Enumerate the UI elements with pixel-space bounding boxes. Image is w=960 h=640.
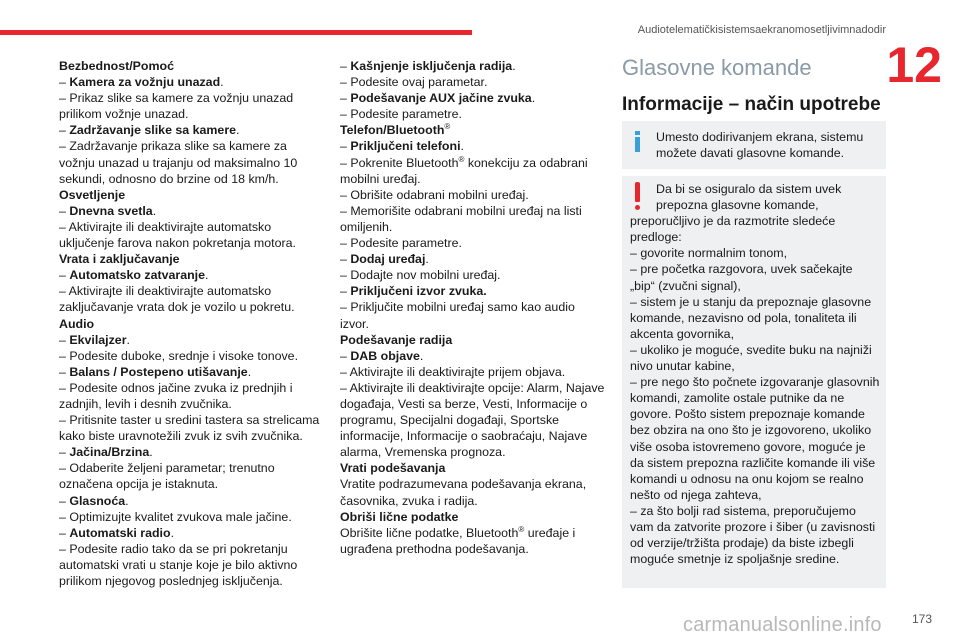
body-text: – Dodajte nov mobilni uređaj. — [340, 268, 501, 283]
info-text: Umesto dodirivanjem ekrana, sistemu možete davati glasovne komande. — [656, 130, 864, 161]
body-text: – — [59, 203, 70, 218]
body-text: . — [531, 91, 536, 106]
trademark-symbol: ® — [444, 122, 451, 132]
watermark: carmanualsonline.info — [683, 614, 882, 636]
heading-text: Telefon/Bluetooth — [340, 123, 445, 138]
text-line — [340, 138, 606, 154]
trademark-symbol: ® — [458, 154, 465, 164]
text-line — [59, 219, 321, 251]
text-line — [340, 476, 606, 508]
body-text: . — [247, 364, 252, 379]
option-name: Balans / Postepeno utišavanje — [69, 364, 248, 379]
body-text: – Podesite odnos jačine zvuka iz prednjih i zadnjih, levih i desnih zvučnika. — [59, 380, 293, 411]
text-line — [59, 444, 321, 460]
page-number: 173 — [911, 612, 932, 626]
body-text: – Prikaz slike sa kamere za vožnju unazad prilikom vožnje unazad. — [59, 91, 294, 122]
body-text: – Podesite duboke, srednje i visoke tonove. — [59, 348, 299, 363]
text-line — [340, 106, 606, 122]
body-text: – Obrišite odabrani mobilni uređaj. — [340, 187, 529, 202]
text-line — [340, 203, 606, 235]
text-column-left — [59, 58, 321, 589]
option-name: Priključeni telefoni — [350, 139, 461, 154]
info-icon — [634, 131, 642, 152]
body-text: uređaje i ugrađena prethodna podešavanja. — [340, 525, 576, 556]
body-text: – Pokrenite Bluetooth — [340, 155, 459, 170]
option-name: Dodaj uređaj — [350, 252, 426, 267]
text-line — [59, 74, 321, 90]
body-text: – — [59, 493, 70, 508]
text-line — [340, 348, 606, 364]
heading-text: Vrati podešavanja — [340, 461, 446, 476]
warning-line: – pre početka razgovora, uvek sačekajte „bip“ (zvučni signal), — [630, 262, 853, 293]
text-line — [59, 122, 321, 138]
body-text: – Podesite ovaj parametar. — [340, 75, 488, 90]
text-line — [340, 364, 606, 380]
heading-text: Audio — [59, 316, 95, 331]
text-line — [59, 493, 321, 509]
body-text: – — [59, 445, 70, 460]
body-text: . — [236, 123, 240, 138]
text-line — [340, 90, 606, 106]
body-text: . — [205, 268, 209, 283]
subsection-heading: Informacije – način upotrebe — [622, 94, 881, 115]
text-line — [59, 509, 321, 525]
warning-first-line: Da bi se osiguralo da sistem uvek prepozna glasovne komande, — [656, 182, 842, 213]
body-text: – Aktivirajte ili deaktivirajte prijem objava. — [340, 364, 566, 379]
body-text: konekciju za odabrani mobilni uređaj. — [340, 155, 588, 186]
warning-line: preporučljivo je da razmotrite sledeće predloge: — [630, 214, 836, 245]
text-line — [59, 187, 321, 203]
text-line — [59, 380, 321, 412]
option-name: Dnevna svetla — [69, 203, 153, 218]
heading-text: Vrata i zaključavanje — [59, 252, 180, 267]
text-column-middle — [340, 58, 606, 557]
text-line — [59, 90, 321, 122]
body-text: – — [59, 75, 70, 90]
text-line — [59, 364, 321, 380]
option-name: Priključeni izvor zvuka. — [350, 284, 487, 299]
text-line — [340, 155, 606, 187]
text-line — [59, 316, 321, 332]
warning-line: – za što bolji rad sistema, preporučujemo vam da zatvorite prozore i šiber (u zavisnosti od verzije/tržišta prodaje) da biste izbegli moguće smetnje iz spoljašnje sredine. — [630, 503, 876, 567]
body-text: . — [419, 348, 424, 363]
text-line — [340, 58, 606, 74]
text-line — [59, 138, 321, 186]
option-name: DAB objave — [350, 348, 420, 363]
body-text: . — [149, 445, 153, 460]
text-line — [59, 251, 321, 267]
body-text: – Priključite mobilni uređaj samo kao audio izvor. — [340, 300, 575, 331]
text-line — [340, 267, 606, 283]
body-text: – Aktivirajte ili deaktivirajte automatsko uključenje farova nakon pokretanja motora. — [59, 219, 296, 251]
body-text: – Zadržavanje prikaza slike sa kamere za vožnju unazad u trajanju od maksimalno 10 sekundi, odnosno do brzine od 18 km/h. — [59, 139, 298, 186]
body-text: . — [512, 59, 516, 73]
body-text: . — [125, 493, 129, 508]
chapter-number: 12 — [886, 37, 942, 93]
body-text: Obrišite lične podatke, Bluetooth — [340, 525, 519, 540]
text-line — [340, 299, 606, 331]
warning-box — [622, 176, 886, 588]
header-red-bar — [0, 30, 472, 35]
option-name: Ekvilajzer — [69, 332, 127, 347]
option-name: Automatsko zatvaranje — [69, 268, 205, 283]
body-text: – Podesite radio tako da se pri pokretanju automatski vrati u stanje koje je bilo aktivno prilikom njegovog poslednjeg isključenja. — [59, 541, 298, 588]
text-line — [340, 122, 606, 138]
text-line — [340, 235, 606, 251]
text-line — [59, 460, 321, 492]
heading-text: Podešavanje radija — [340, 332, 453, 347]
body-text: – Podesite parametre. — [340, 107, 462, 122]
option-name: Zadržavanje slike sa kamere — [69, 123, 237, 138]
body-text: . — [170, 525, 175, 540]
body-text: . — [152, 203, 157, 218]
body-text: – — [59, 525, 70, 540]
text-line — [59, 58, 321, 74]
text-line — [59, 525, 321, 541]
text-line — [340, 187, 606, 203]
body-text: – Aktivirajte ili deaktivirajte opcije: Alarm, Najave događaja, Vesti sa berze, Vesti, Informacije o programu, Specijalni događaji, Sportske informacije, Informacije o saobraćaju, Najave alarma, Vremenska prognoza. — [340, 380, 605, 460]
text-line — [59, 541, 321, 589]
body-text: – Pritisnite taster u sredini tastera sa strelicama kako biste uravnotežili zvuk iz svih zvučnika. — [59, 413, 320, 444]
body-text: – — [340, 139, 351, 154]
body-text: – — [340, 91, 351, 106]
body-text: Vratite podrazumevana podešavanja ekrana, časovnika, zvuka i radija. — [340, 477, 587, 508]
body-text: – — [340, 348, 351, 363]
section-heading: Glasovne komande — [622, 55, 812, 80]
option-name: Kamera za vožnju unazad — [69, 75, 221, 90]
text-line — [59, 267, 321, 283]
text-line — [59, 332, 321, 348]
body-text: – Aktivirajte ili deaktivirajte automatsko zaključavanje vrata dok je vozilo u pokretu. — [59, 284, 295, 315]
body-text: . — [126, 332, 130, 347]
text-line — [340, 283, 606, 299]
warning-line: – pre nego što počnete izgovaranje glasovnih komandi, zamolite ostale putnike da ne govore. Pošto sistem prepoznaje komande bez obzira na ono što je izgovoreno, ukoliko više osoba istovremeno govore, moguće je da sistem prepozna različite komande ili više komandi u odnosu na onu kojom se realno nešto od njega zahteva, — [630, 375, 880, 502]
warning-line: – ukoliko je moguće, svedite buku na najniži nivo unutar kabine, — [630, 342, 872, 374]
body-text: – Memorišite odabrani mobilni uređaj na listi omiljenih. — [340, 203, 582, 234]
body-text: – Odaberite željeni parametar; trenutno označena opcija je istaknuta. — [59, 461, 275, 492]
option-name: Automatski radio — [69, 525, 171, 540]
heading-text: Obriši lične podatke — [340, 509, 459, 524]
body-text: – — [59, 123, 70, 138]
warning-line: – govorite normalnim tonom, — [630, 246, 788, 261]
body-text: – — [59, 268, 70, 283]
warning-text — [630, 181, 880, 567]
text-line — [340, 74, 606, 90]
body-text: – — [59, 364, 70, 379]
text-line — [340, 332, 606, 348]
option-name: Glasnoća — [69, 493, 126, 508]
heading-text: Bezbednost/Pomoć — [59, 59, 174, 73]
heading-text: Osvetljenje — [59, 187, 126, 202]
text-line — [340, 251, 606, 267]
trademark-symbol: ® — [518, 524, 525, 534]
text-line — [59, 203, 321, 219]
body-text: . — [220, 75, 224, 90]
body-text: – — [340, 59, 351, 73]
option-name: Kašnjenje isključenja radija — [350, 59, 513, 73]
body-text: – — [59, 332, 70, 347]
text-line — [59, 348, 321, 364]
body-text: . — [425, 252, 429, 267]
body-text: . — [460, 139, 464, 154]
option-name: Podešavanje AUX jačine zvuka — [350, 91, 532, 106]
option-name: Jačina/Brzina — [69, 445, 150, 460]
body-text: – — [340, 252, 351, 267]
section-title: Audiotelematičkisistemsaekranomosetljivimnadodir — [637, 24, 886, 36]
body-text: – Podesite parametre. — [340, 236, 462, 251]
warning-line: – sistem je u stanju da prepoznaje glasovne komande, nezavisno od pola, tonaliteta ili akcenta govornika, — [630, 294, 872, 341]
body-text: – — [340, 284, 351, 299]
text-line — [59, 283, 321, 315]
text-line — [340, 509, 606, 525]
info-box — [622, 121, 886, 169]
text-line — [59, 412, 321, 444]
text-line — [340, 525, 606, 557]
text-line — [340, 460, 606, 476]
body-text: – Optimizujte kvalitet zvukova male jačine. — [59, 509, 292, 524]
text-line — [340, 380, 606, 460]
